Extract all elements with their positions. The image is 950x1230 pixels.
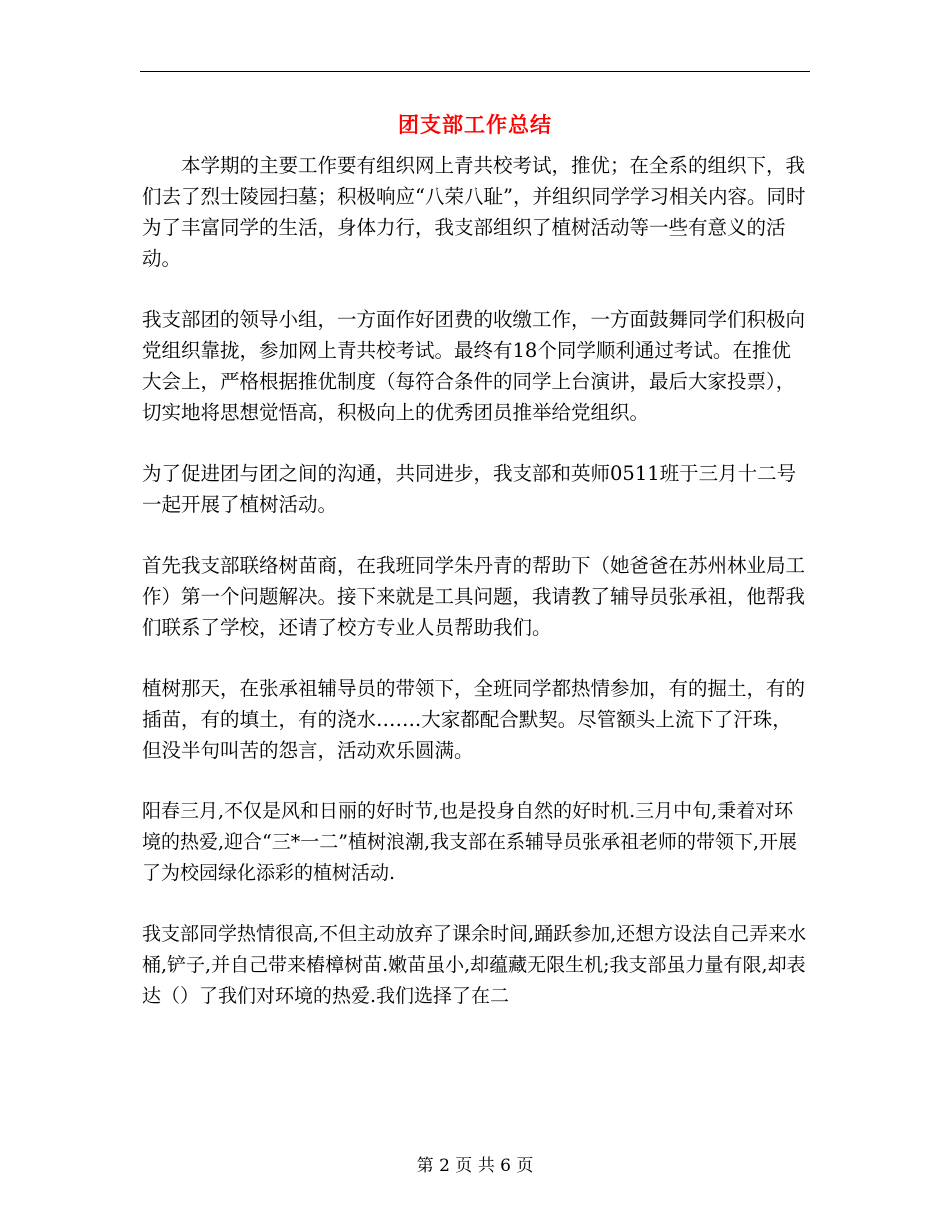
paragraph-4: 首先我支部联络树苗商，在我班同学朱丹青的帮助下（她爸爸在苏州林业局工作）第一个问题解决。接下来就是工具问题，我请教了辅导员张承祖，他帮我们联系了学校，还请了校方专业人员帮助我们。 — [142, 554, 806, 639]
paragraph-2: 我支部团的领导小组，一方面作好团费的收缴工作，一方面鼓舞同学们积极向党组织靠拢，参加网上青共校考试。最终有18个同学顺利通过考试。在推优大会上，严格根据推优制度（每符合条件的同学上台演讲，最后大家投票），切实地将思想觉悟高，积极向上的优秀团员推举给党组织。 — [142, 308, 806, 424]
paragraph-7: 我支部同学热情很高,不但主动放弃了课余时间,踊跃参加,还想方设法自己弄来水桶,铲子,并自己带来樁樟树苗.嫩苗虽小,却蕴藏无限生机;我支部虽力量有限,却表达（）了我们对环境的热爱.我们选择了在二 — [142, 923, 807, 1007]
page-footer: 第 2 页 共 6 页 — [416, 1156, 534, 1176]
header-rule — [140, 71, 810, 72]
paragraph-1: 本学期的主要工作要有组织网上青共校考试，推优；在全系的组织下，我们去了烈士陵园扫墓；积极响应“八荣八耻”，并组织同学学习相关内容。同时为了丰富同学的生活，身体力行，我支部组织了植树活动等一些有意义的活动。 — [142, 154, 806, 270]
paragraph-5: 植树那天，在张承祖辅导员的带领下，全班同学都热情参加，有的掘土，有的插苗，有的填土，有的浇水…….大家都配合默契。尽管额头上流下了汗珠，但没半句叫苦的怨言，活动欢乐圆满。 — [142, 677, 806, 762]
document-title: 团支部工作总结 — [398, 113, 552, 137]
document-body — [142, 150, 810, 1042]
paragraph-6: 阳春三月,不仅是风和日丽的好时节,也是投身自然的好时机.三月中旬,秉着对环境的热爱,迎合“三*一二”植树浪潮,我支部在系辅导员张承祖老师的带领下,开展了为校园绿化添彩的植树活动. — [142, 800, 798, 884]
paragraph-3: 为了促进团与团之间的沟通，共同进步，我支部和英师0511班于三月十二号一起开展了植树活动。 — [142, 462, 797, 516]
